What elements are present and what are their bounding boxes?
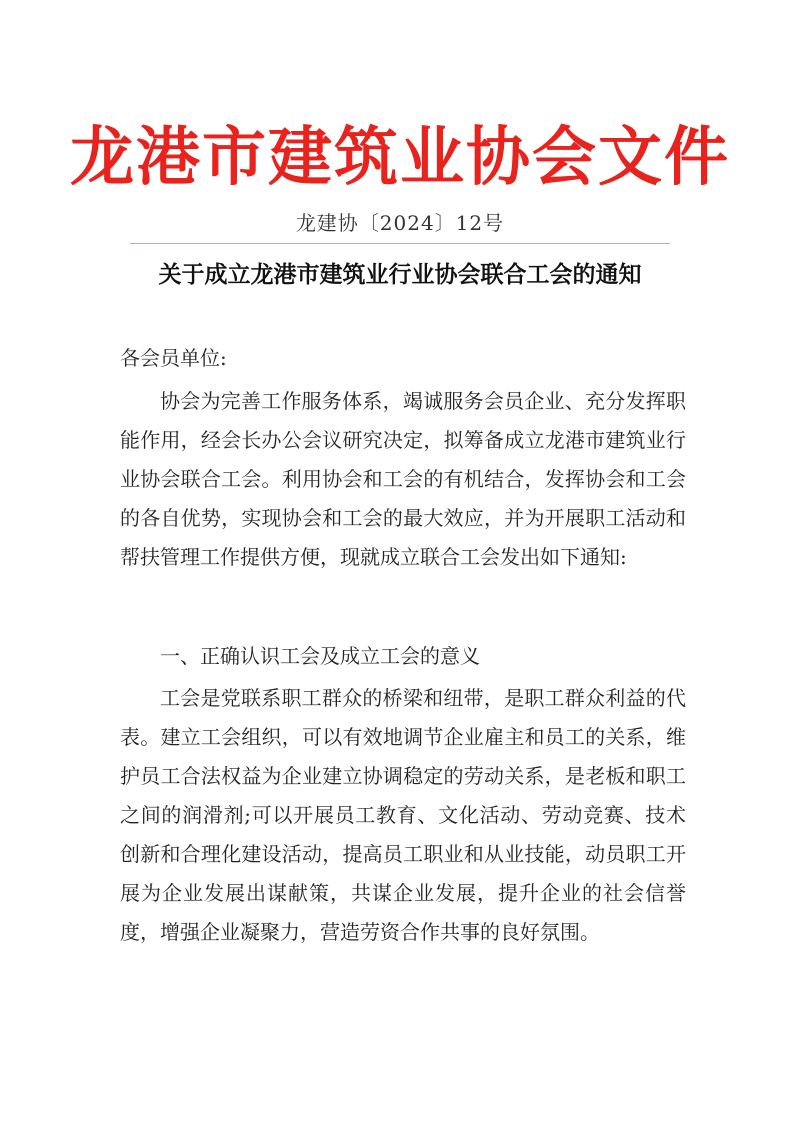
- notice-title: 关于成立龙港市建筑业行业协会联合工会的通知: [158, 262, 642, 288]
- document-number: 龙建协〔2024〕12号: [295, 211, 505, 235]
- salutation: 各会员单位:: [120, 346, 227, 370]
- header-divider: [130, 243, 670, 244]
- paragraph-intro: 协会为完善工作服务体系，竭诚服务会员企业、充分发挥职能作用，经会长办公会议研究决定，拟筹备成立龙港市建筑业行业协会联合工会。利用协会和工会的有机结合，发挥协会和工会的各自优势，实现协会和工会的最大效应，并为开展职工活动和帮扶管理工作提供方便，现就成立联合工会发出如下通知:: [120, 389, 686, 569]
- section-heading-1: 一、正确认识工会及成立工会的意义: [160, 644, 480, 668]
- paragraph-section-1: 工会是党联系职工群众的桥梁和纽带，是职工群众利益的代表。建立工会组织，可以有效地调节企业雇主和员工的关系，维护员工合法权益为企业建立协调稳定的劳动关系，是老板和职工之间的润滑剂;可以开展员工教育、文化活动、劳动竞赛、技术创新和合理化建设活动，提高员工职业和从业技能，动员职工开展为企业发展出谋献策，共谋企业发展，提升企业的社会信誉度，增强企业凝聚力，营造劳资合作共事的良好氛围。: [120, 686, 686, 944]
- document-header-title: 龙港市建筑业协会文件: [70, 121, 730, 195]
